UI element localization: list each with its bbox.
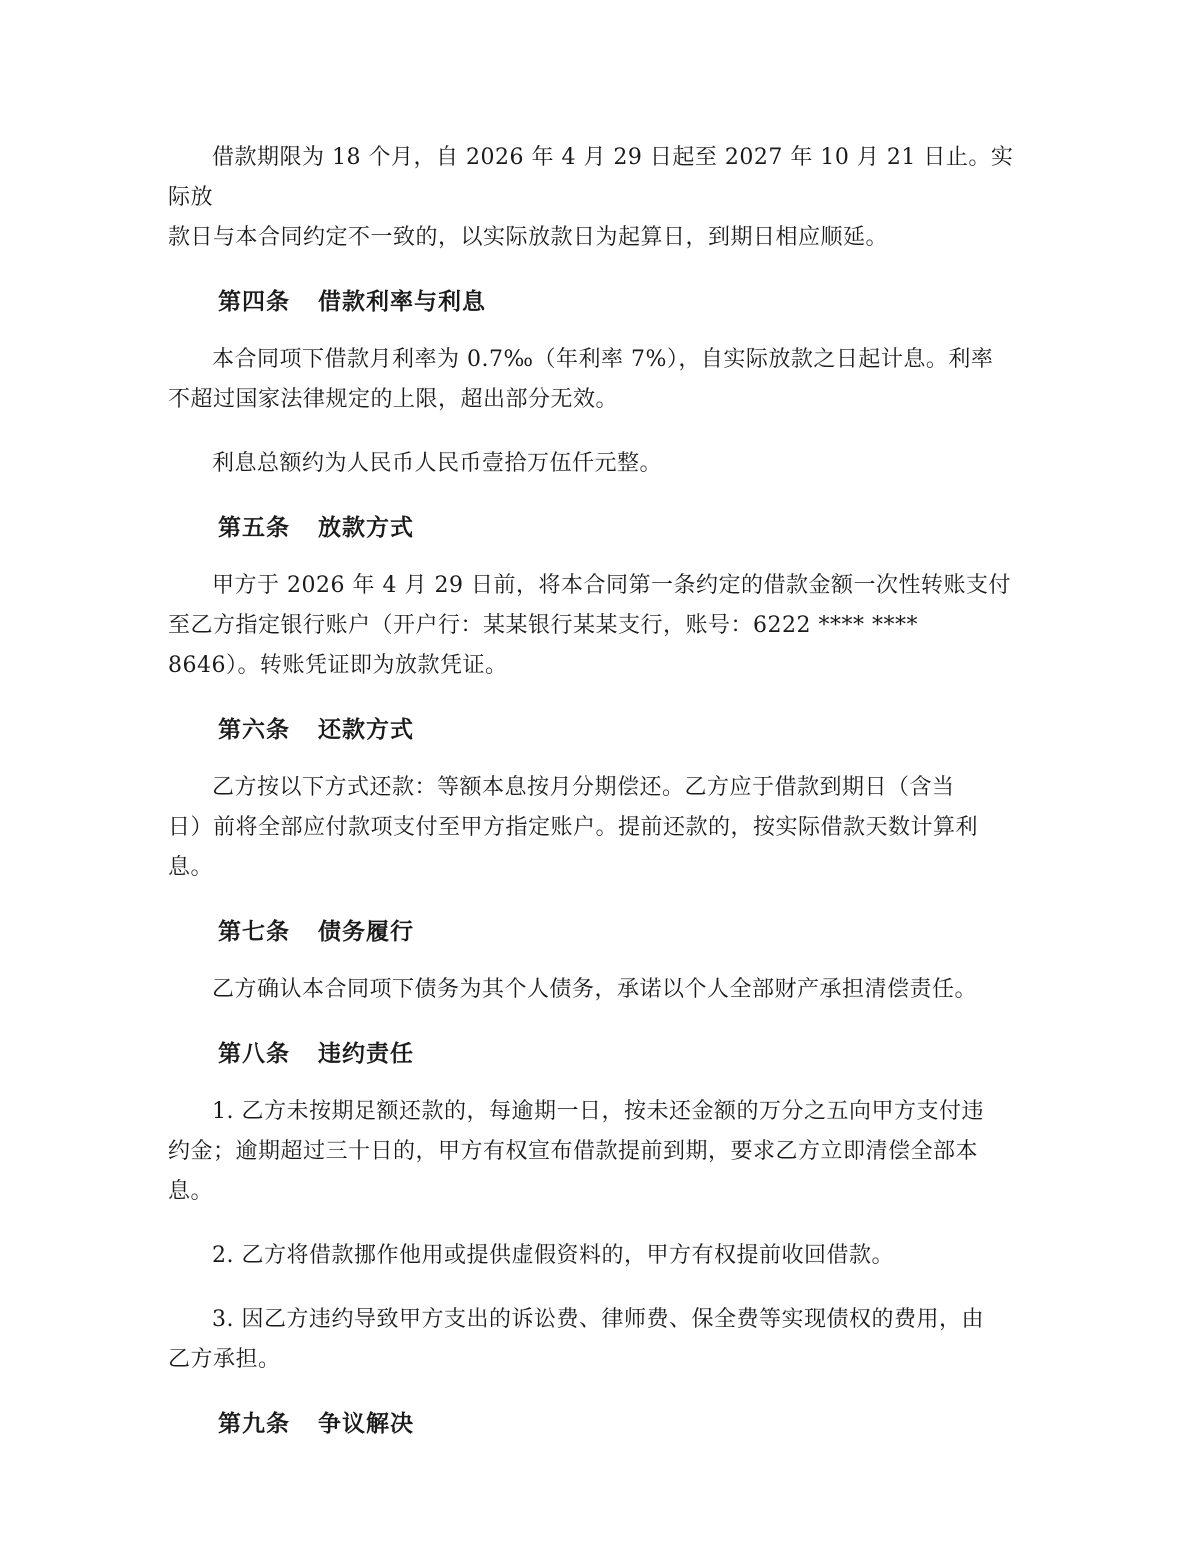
article8-heading: [168, 1034, 1028, 1074]
text-line: 乙方承担。: [168, 1347, 281, 1372]
article-number: 第六条: [218, 716, 290, 743]
text-line: 息。: [168, 1179, 214, 1204]
article-number: 第七条: [218, 918, 290, 945]
article-number: 第四条: [218, 288, 290, 315]
article7-paragraph: 乙方确认本合同项下债务为其个人债务，承诺以个人全部财产承担清偿责任。: [212, 977, 978, 1002]
article5-heading: [168, 508, 1028, 548]
article6-paragraph: [168, 768, 1028, 888]
text-line: 乙方按以下方式还款：等额本息按月分期偿还。乙方应于借款到期日（含当: [212, 775, 955, 800]
article6-heading: [168, 710, 1028, 750]
text-line: 日）前将全部应付款项支付至甲方指定账户。提前还款的，按实际借款天数计算利: [168, 815, 979, 840]
article-title: 违约责任: [318, 1040, 414, 1067]
article-title: 债务履行: [318, 918, 414, 945]
text-line: 8646）。转账凭证即为放款凭证。: [168, 653, 508, 678]
article-number: 第九条: [218, 1410, 290, 1437]
article4-paragraph-1: [168, 340, 1028, 420]
article4-paragraph-2: 利息总额约为人民币人民币壹拾万伍仟元整。: [212, 451, 663, 476]
article-title: 争议解决: [318, 1410, 414, 1437]
text-line: 不超过国家法律规定的上限，超出部分无效。: [168, 387, 619, 412]
article5-paragraph: [168, 566, 1028, 686]
text-line: 甲方于 2026 年 4 月 29 日前，将本合同第一条约定的借款金额一次性转账支付: [212, 573, 1011, 598]
text-line: 1. 乙方未按期足额还款的，每逾期一日，按未还金额的万分之五向甲方支付违: [212, 1099, 984, 1124]
text-line: 约金；逾期超过三十日的，甲方有权宣布借款提前到期，要求乙方立即清偿全部本: [168, 1139, 979, 1164]
contract-page: [168, 138, 1028, 1462]
article4-heading: [168, 282, 1028, 322]
text-line: 至乙方指定银行账户（开户行：某某银行某某支行，账号：6222 **** ****: [168, 613, 918, 638]
article7-heading: [168, 912, 1028, 952]
article8-item-2: 2. 乙方将借款挪作他用或提供虚假资料的，甲方有权提前收回借款。: [212, 1243, 894, 1268]
text-line: 款日与本合同约定不一致的，以实际放款日为起算日，到期日相应顺延。: [168, 225, 889, 250]
article8-item-1: [168, 1092, 1028, 1212]
text-line: 本合同项下借款月利率为 0.7‰（年利率 7%），自实际放款之日起计息。利率: [212, 347, 994, 372]
article-title: 放款方式: [318, 514, 414, 541]
article-number: 第八条: [218, 1040, 290, 1067]
text-line: 3. 因乙方违约导致甲方支出的诉讼费、律师费、保全费等实现债权的费用，由: [212, 1307, 984, 1332]
article8-item-3: [168, 1300, 1028, 1380]
article-title: 借款利率与利息: [318, 288, 486, 315]
article-number: 第五条: [218, 514, 290, 541]
text-line: 借款期限为 18 个月，自 2026 年 4 月 29 日起至 2027 年 10 月 21 日止。实际放: [168, 145, 1014, 210]
article9-heading: [168, 1404, 1028, 1444]
article-title: 还款方式: [318, 716, 414, 743]
article3-paragraph: [168, 138, 1028, 258]
text-line: 息。: [168, 855, 214, 880]
